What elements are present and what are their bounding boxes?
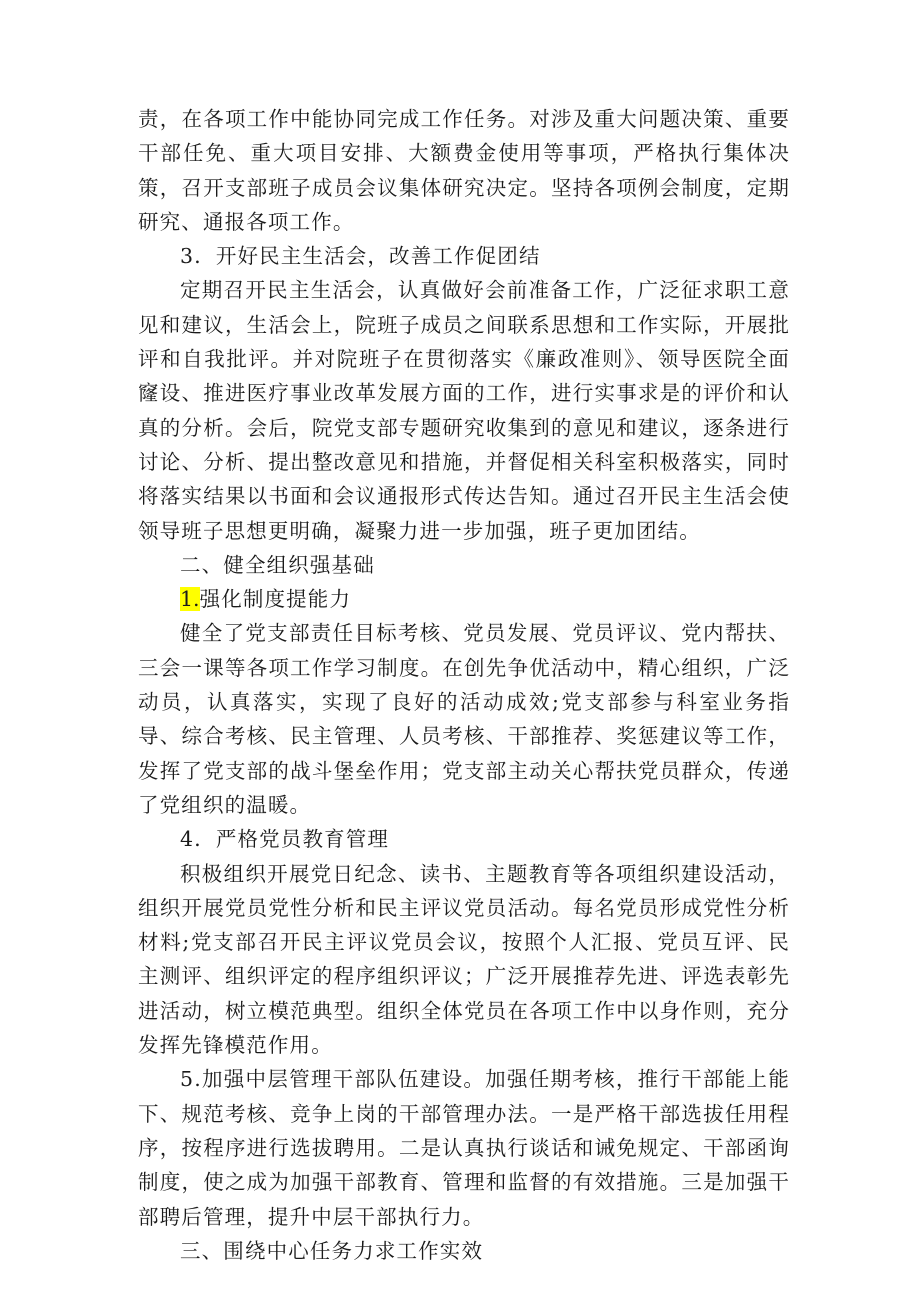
highlight-marker: 1.: [180, 587, 200, 612]
section-heading-3: 三、围绕中心任务力求工作实效: [180, 1238, 484, 1263]
subheading-1-text: 强化制度提能力: [199, 587, 352, 612]
document-page: [138, 102, 790, 1268]
subheading-4: 4．严格党员教育管理: [180, 827, 390, 852]
section-heading-2: 二、健全组织强基础: [180, 552, 375, 577]
paragraph-democratic-life: 定期召开民主生活会，认真做好会前准备工作，广泛征求职工意见和建议，生活会上，院班子成员之间联系思想和工作实际，开展批评和自我批评。并对院班子在贯彻落实《廉政准则》、领导医院全面窿设、推进医疗事业改革发展方面的工作，进行实事求是的评价和认真的分析。会后，院党支部专题研究收集到的意见和建议，逐条进行讨论、分析、提出整改意见和措施，并督促相关科室积极落实，同时将落实结果以书面和会议通报形式传达告知。通过召开民主生活会使领导班子思想更明确，凝聚力进一步加强，班子更加团结。: [138, 278, 790, 543]
paragraph-system: 健全了党支部责任目标考核、党员发展、党员评议、党内帮扶、三会一课等各项工作学习制度。在创先争优活动中，精心组织，广泛动员，认真落实，实现了良好的活动成效;党支部参与科室业务指导、综合考核、民主管理、人员考核、干部推荐、奖惩建议等工作，发挥了党支部的战斗堡垒作用；党支部主动关心帮扶党员群众，传递了党组织的温暖。: [138, 621, 790, 817]
paragraph-education: 积极组织开展党日纪念、读书、主题教育等各项组织建设活动，组织开展党员党性分析和民主评议党员活动。每名党员形成党性分析材料;党支部召开民主评议党员会议，按照个人汇报、党员互评、民主测评、组织评定的程序组织评议；广泛开展推荐先进、评选表彰先进活动，树立模范典型。组织全体党员在各项工作中以身作则，充分发挥先锋模范作用。: [138, 861, 790, 1058]
subheading-3: 3．开好民主生活会，改善工作促团结: [180, 244, 541, 269]
subheading-1-highlight: [138, 582, 790, 616]
paragraph-cadre: 5.加强中层管理干部队伍建设。加强任期考核，推行干部能上能下、规范考核、竞争上岗的干部管理办法。一是严格干部选拔任用程序，按程序进行选拔聘用。二是认真执行谈话和诫免规定、干部函询制度，使之成为加强干部教育、管理和监督的有效措施。三是加强干部聘后管理，提升中层干部执行力。: [138, 1067, 790, 1229]
paragraph-continuation: 责，在各项工作中能协同完成工作任务。对涉及重大问题决策、重要干部任免、重大项目安排、大额费金使用等事项，严格执行集体决策，召开支部班子成员会议集体研究决定。坚持各项例会制度，定期研究、通报各项工作。: [138, 107, 790, 234]
